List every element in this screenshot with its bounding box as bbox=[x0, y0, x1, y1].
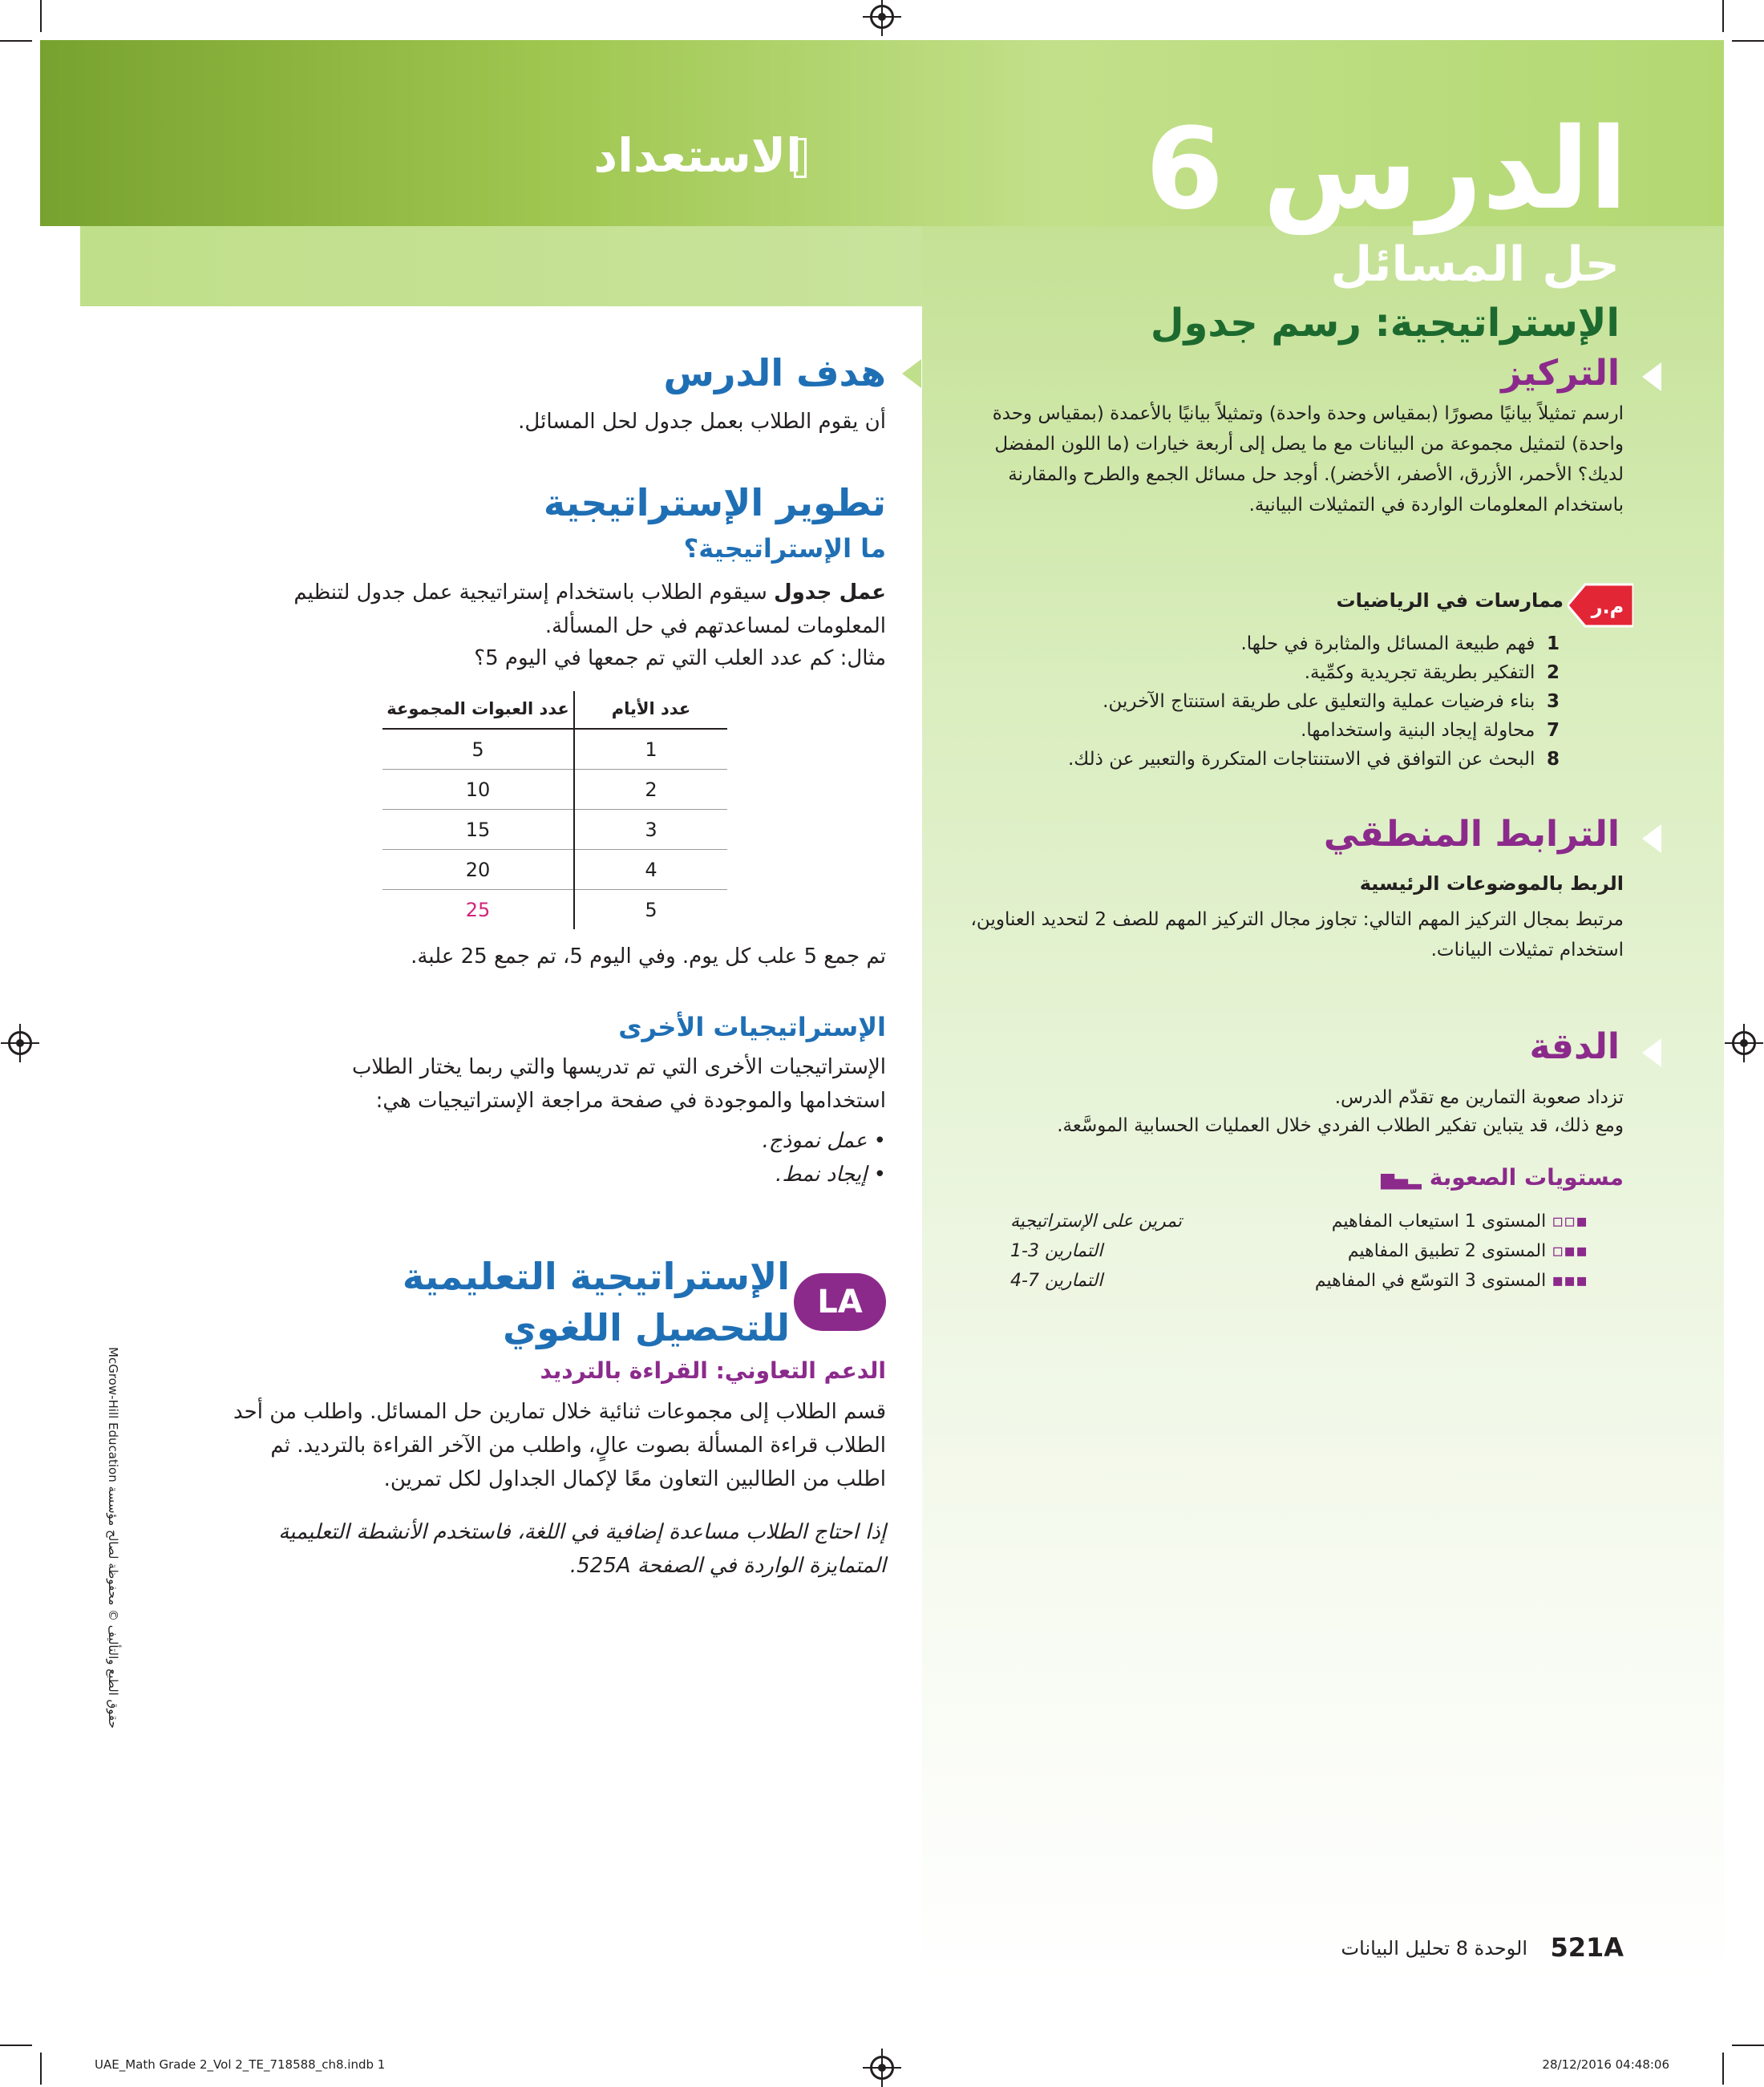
table-row: 4 20 bbox=[382, 850, 727, 890]
section-marker-icon bbox=[1642, 362, 1661, 391]
develop-conclusion: تم جمع 5 علب كل يوم. وفي اليوم 5، تم جمع 25 علبة. bbox=[411, 944, 886, 969]
header-banner-strip bbox=[80, 226, 922, 306]
objective-text: أن يقوم الطلاب بعمل جدول لحل المسائل. bbox=[518, 410, 886, 434]
registration-mark-icon bbox=[870, 5, 894, 29]
ell-text: قسم الطلاب إلى مجموعات ثنائية خلال تمارين حل المسائل. واطلب من أحد الطلاب قراءة المسألة بصوت عالٍ، واطلب من الآخر القراءة بالترديد. ثم اطلب من الطالبين التعاون معًا لإكمال الجداول لكل تمرين. bbox=[233, 1400, 886, 1491]
registration-mark-icon bbox=[1732, 1031, 1756, 1055]
practice-badge-label: م.ر bbox=[1591, 596, 1624, 618]
practice-item: 8 البحث عن التوافق في الاستنتاجات المتكررة والتعبير عن ذلك. bbox=[1067, 749, 1560, 770]
practice-item: 1 فهم طبيعة المسائل والمثابرة في حلها. bbox=[1240, 633, 1560, 654]
rigor-heading: الدقة bbox=[1529, 1026, 1620, 1067]
develop-subheading: ما الإستراتيجية؟ bbox=[683, 533, 886, 564]
develop-heading: تطوير الإستراتيجية bbox=[543, 481, 886, 524]
lesson-strategy: الإستراتيجية: رسم جدول bbox=[1150, 301, 1620, 346]
rigor-line-2: ومع ذلك، قد يتباين تفكير الطلاب الفردي خلال العمليات الحسابية الموسَّعة. bbox=[1057, 1115, 1624, 1136]
ell-subheading: الدعم التعاوني: القراءة بالترديد bbox=[540, 1357, 886, 1384]
alternate-list bbox=[763, 1124, 886, 1191]
crop-mark bbox=[1722, 0, 1724, 32]
copyright-credit: McGrow-Hill Education حقوق الطبع والتأليف © محفوظة لصالح مؤسسة bbox=[106, 1347, 120, 1729]
signal-bars-icon: ▪▪▪ bbox=[1552, 1271, 1588, 1291]
lesson-title: الدرس 6 bbox=[1145, 104, 1628, 235]
registration-mark-icon bbox=[870, 2056, 894, 2080]
page-number: 521A bbox=[1550, 1932, 1624, 1963]
practice-item: 2 التفكير بطريقة تجريدية وكمِّية. bbox=[1304, 662, 1560, 683]
unit-label: الوحدة 8 تحليل البيانات bbox=[1341, 1937, 1527, 1960]
levels-heading: مستويات الصعوبة ▂▄▆ bbox=[1381, 1164, 1624, 1191]
crop-mark bbox=[40, 2053, 42, 2085]
practices-list bbox=[950, 629, 1560, 774]
bookmark-icon bbox=[794, 138, 807, 178]
date-slug: 28/12/2016 04:48:06 bbox=[1542, 2057, 1669, 2072]
la-badge: LA bbox=[794, 1273, 886, 1331]
table-row: 1 5 bbox=[382, 729, 727, 770]
section-marker-icon bbox=[1642, 824, 1661, 853]
practices-heading: ممارسات في الرياضيات bbox=[1336, 589, 1564, 612]
table-row: 5 25 bbox=[382, 890, 727, 930]
level-row: ▪▪▪ المستوى 3 التوسّع في المفاهيم التمارين 7-4 bbox=[1010, 1271, 1588, 1291]
list-item: • إيجاد نمط. bbox=[775, 1163, 886, 1187]
signal-bars-icon: ▂▄▆ bbox=[1381, 1170, 1422, 1190]
section-marker-icon bbox=[902, 359, 921, 388]
list-item: • عمل نموذج. bbox=[762, 1129, 886, 1153]
level-row: ▪▪▫ المستوى 2 تطبيق المفاهيم التمارين 3-1 bbox=[1010, 1241, 1588, 1261]
coherence-heading: الترابط المنطقي bbox=[1323, 814, 1620, 855]
practice-item: 3 بناء فرضيات عملية والتعليق على طريقة استنتاج الآخرين. bbox=[1102, 691, 1560, 712]
objective-heading: هدف الدرس bbox=[663, 351, 886, 394]
registration-mark-icon bbox=[8, 1031, 32, 1055]
ell-note: إذا احتاج الطلاب مساعدة إضافية في اللغة، فاستخدم الأنشطة التعليمية المتمايزة الواردة في الصفحة 525A. bbox=[278, 1520, 886, 1578]
alternate-text: الإستراتيجيات الأخرى التي تم تدريسها والتي ربما يختار الطلاب استخدامها والموجودة في صفحة مراجعة الإستراتيجيات هي: bbox=[351, 1055, 886, 1113]
table-header: عدد العبوات المجموعة bbox=[382, 691, 574, 729]
alternate-heading: الإستراتيجيات الأخرى bbox=[618, 1012, 886, 1042]
table-row: 2 10 bbox=[382, 770, 727, 810]
develop-example: مثال: كم عدد العلب التي تم جمعها في اليوم 5؟ bbox=[474, 646, 886, 670]
ell-heading: الإستراتيجية التعليمية للتحصيل اللغوي bbox=[402, 1255, 790, 1349]
math-practices-badge-icon bbox=[1568, 581, 1633, 629]
coherence-text: مرتبط بمجال التركيز المهم التالي: تجاوز مجال التركيز المهم للصف 2 لتحديد العناوين، استخدام تمثيلات البيانات. bbox=[970, 909, 1624, 961]
section-marker-icon bbox=[1642, 1038, 1661, 1067]
focus-text: ارسم تمثيلاً بيانيًا مصورًا (بمقياس وحدة واحدة) وتمثيلاً بيانيًا بالأعمدة (بمقياس وحدة واحدة) لتمثيل مجموعة من البيانات مع ما يصل إلى أربعة خيارات (ما اللون المفضل لديك؟ الأحمر، الأزرق، الأصفر، الأخضر). أوجد حل مسائل الجمع والطرح والمقارنة باستخدام المعلومات الواردة في التمثيلات البيانية. bbox=[992, 403, 1624, 516]
develop-text: عمل جدول سيقوم الطلاب باستخدام إستراتيجية عمل جدول لتنظيم المعلومات لمساعدتهم في حل المسألة. bbox=[293, 580, 886, 638]
crop-mark bbox=[1732, 40, 1764, 42]
prep-title: الاستعداد bbox=[593, 128, 802, 183]
cans-table bbox=[382, 691, 727, 929]
highlight-cell: 25 bbox=[465, 898, 491, 921]
coherence-subheading: الربط بالموضوعات الرئيسية bbox=[1359, 872, 1624, 895]
table-header: عدد الأيام bbox=[574, 691, 727, 729]
signal-bars-icon: ▪▫▫ bbox=[1552, 1211, 1588, 1232]
practice-item: 7 محاولة إيجاد البنية واستخدامها. bbox=[1301, 720, 1560, 741]
lesson-subtitle: حل المسائل bbox=[1330, 237, 1620, 293]
focus-heading: التركيز bbox=[1501, 353, 1620, 394]
crop-mark bbox=[0, 2045, 32, 2046]
signal-bars-icon: ▪▪▫ bbox=[1552, 1241, 1588, 1261]
table-row: 3 15 bbox=[382, 810, 727, 850]
difficulty-levels bbox=[1010, 1207, 1588, 1296]
crop-mark bbox=[40, 0, 42, 32]
level-row: ▪▫▫ المستوى 1 استيعاب المفاهيم تمرين على الإستراتيجية bbox=[1010, 1211, 1588, 1232]
rigor-line-1: تزداد صعوبة التمارين مع تقدّم الدرس. bbox=[1334, 1087, 1624, 1108]
crop-mark bbox=[0, 40, 32, 42]
crop-mark bbox=[1732, 2045, 1764, 2046]
file-slug: UAE_Math Grade 2_Vol 2_TE_718588_ch8.indb 1 bbox=[95, 2057, 386, 2072]
crop-mark bbox=[1722, 2053, 1724, 2085]
